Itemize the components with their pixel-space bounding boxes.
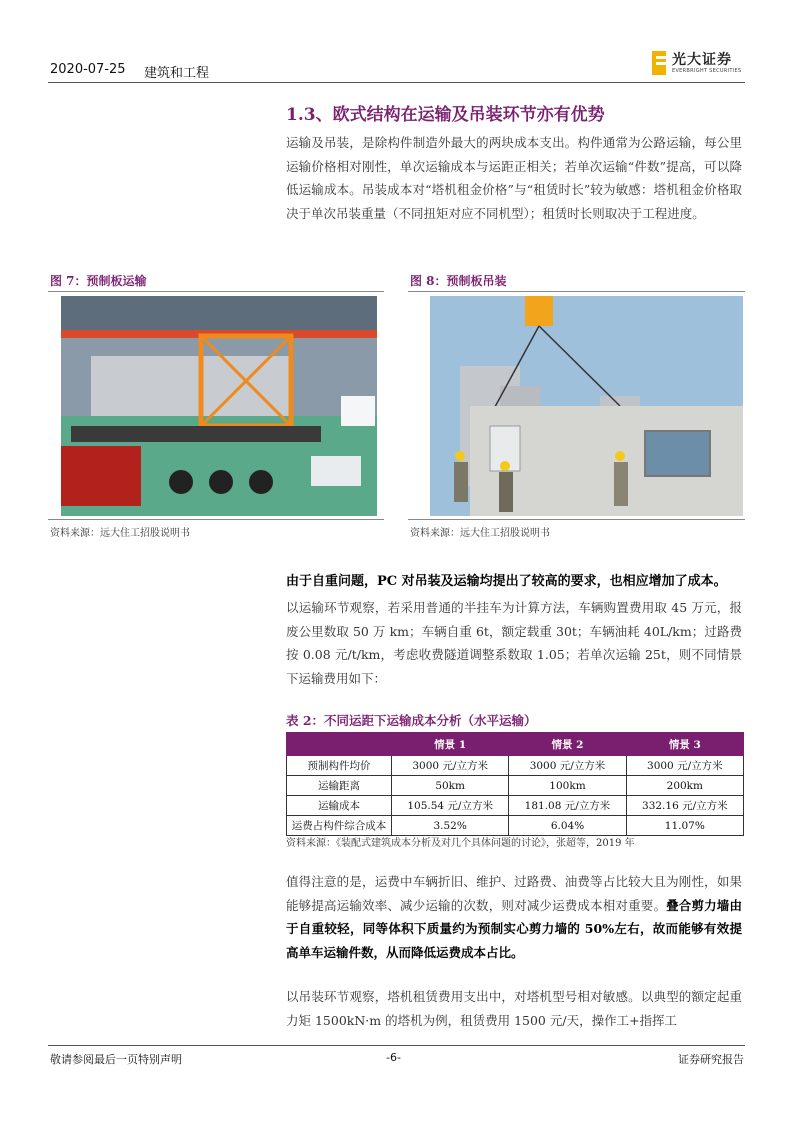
- table-cell: 3000 元/立方米: [392, 756, 509, 776]
- table-row: [287, 796, 744, 816]
- figure-7-image: [61, 296, 377, 516]
- table-header-cell: 情景 1: [392, 733, 509, 756]
- report-date: 2020-07-25: [50, 62, 126, 77]
- figure-7-caption: 图 7：预制板运输: [50, 274, 147, 288]
- table-cell: 332.16 元/立方米: [626, 796, 743, 816]
- figure-8-top-rule: [408, 291, 745, 292]
- hoisting-paragraph: 以吊装环节观察，塔机租赁费用支出中，对塔机型号相对敏感。以典型的额定起重力矩 1500kN·m 的塔机为例，租赁费用 1500 元/天，操作工+指挥工: [286, 989, 742, 1028]
- section-title: 1.3、欧式结构在运输及吊装环节亦有优势: [286, 105, 605, 125]
- logo-text-en: EVERBRIGHT SECURITIES: [672, 68, 742, 74]
- table-2-source: 资料来源：《装配式建筑成本分析及对几个具体问题的讨论》，张超等，2019 年: [286, 838, 635, 849]
- row-label: 预制构件均价: [287, 756, 392, 776]
- table-cell: 181.08 元/立方米: [509, 796, 626, 816]
- table-cell: 3000 元/立方米: [626, 756, 743, 776]
- table-cell: 50km: [392, 776, 509, 796]
- transport-cost-table: [286, 732, 744, 836]
- rigidity-normal-text: 值得注意的是，运费中车辆折旧、维护、过路费、油费等占比较大且为刚性，如果能够提高运输效率、减少运输的次数，则对减少运费成本相对重要。: [286, 874, 742, 913]
- footer-divider: [48, 1045, 745, 1046]
- table-header-row: [287, 733, 744, 756]
- row-label: 运费占构件综合成本: [287, 816, 392, 836]
- row-label: 运输成本: [287, 796, 392, 816]
- table-2-caption: 表 2：不同运距下运输成本分析（水平运输）: [286, 713, 537, 728]
- table-header-cell: 情景 2: [509, 733, 626, 756]
- figure-7-source: 资料来源：远大住工招股说明书: [50, 528, 190, 539]
- table-row: [287, 776, 744, 796]
- rigidity-paragraph: [286, 870, 742, 964]
- header-divider: [48, 82, 745, 83]
- figure-8-source: 资料来源：远大住工招股说明书: [410, 528, 550, 539]
- table-cell: 11.07%: [626, 816, 743, 836]
- logo-text-cn: 光大证券: [672, 52, 732, 68]
- figure-8-image: [430, 296, 743, 516]
- rigidity-bold-text: 叠合剪力墙由于自重较轻，同等体积下质量约为预制实心剪力墙的 50%左右，故而能够有效提高单车运输件数，从而降低运费成本占比。: [286, 897, 742, 960]
- intro-paragraph: 运输及吊装，是除构件制造外最大的两块成本支出。构件通常为公路运输，每公里运输价格相对刚性，单次运输成本与运距正相关；若单次运输“件数”提高，可以降低运输成本。吊装成本对“塔机租金价格”与“租赁时长”较为敏感：塔机租金价格取决于单次吊装重量（不同扭矩对应不同机型）；租赁时长则取决于工程进度。: [286, 135, 742, 221]
- table-cell: 105.54 元/立方米: [392, 796, 509, 816]
- transport-paragraph: 以运输环节观察，若采用普通的半挂车为计算方法，车辆购置费用取 45 万元，报废公里数取 50 万 km；车辆自重 6t，额定载重 30t；车辆油耗 40L/km；过路费按 0.08 元/t/km，考虑收费隧道调整系数取 1.05；若单次运输 25t，则不同情景下运输费用如下：: [286, 600, 742, 686]
- figure-7-top-rule: [48, 291, 384, 292]
- table-header-cell: 情景 3: [626, 733, 743, 756]
- table-cell: 3000 元/立方米: [509, 756, 626, 776]
- report-sector: 建筑和工程: [144, 66, 210, 81]
- table-cell: 6.04%: [509, 816, 626, 836]
- footer-report-type: 证券研究报告: [678, 1053, 744, 1066]
- bold-lead-sentence: 由于自重问题，PC 对吊装及运输均提出了较高的要求，也相应增加了成本。: [286, 574, 727, 589]
- logo-mark-icon: [652, 51, 666, 75]
- table-header-cell: [287, 733, 392, 756]
- company-logo: [652, 49, 744, 77]
- figure-8-bottom-rule: [408, 519, 745, 520]
- table-cell: 100km: [509, 776, 626, 796]
- page-number: -6-: [386, 1051, 401, 1064]
- row-label: 运输距离: [287, 776, 392, 796]
- table-row: [287, 816, 744, 836]
- footer-disclaimer: 敬请参阅最后一页特别声明: [50, 1053, 182, 1066]
- figure-8-caption: 图 8：预制板吊装: [410, 274, 507, 288]
- table-cell: 200km: [626, 776, 743, 796]
- table-row: [287, 756, 744, 776]
- figure-7-bottom-rule: [48, 519, 384, 520]
- table-cell: 3.52%: [392, 816, 509, 836]
